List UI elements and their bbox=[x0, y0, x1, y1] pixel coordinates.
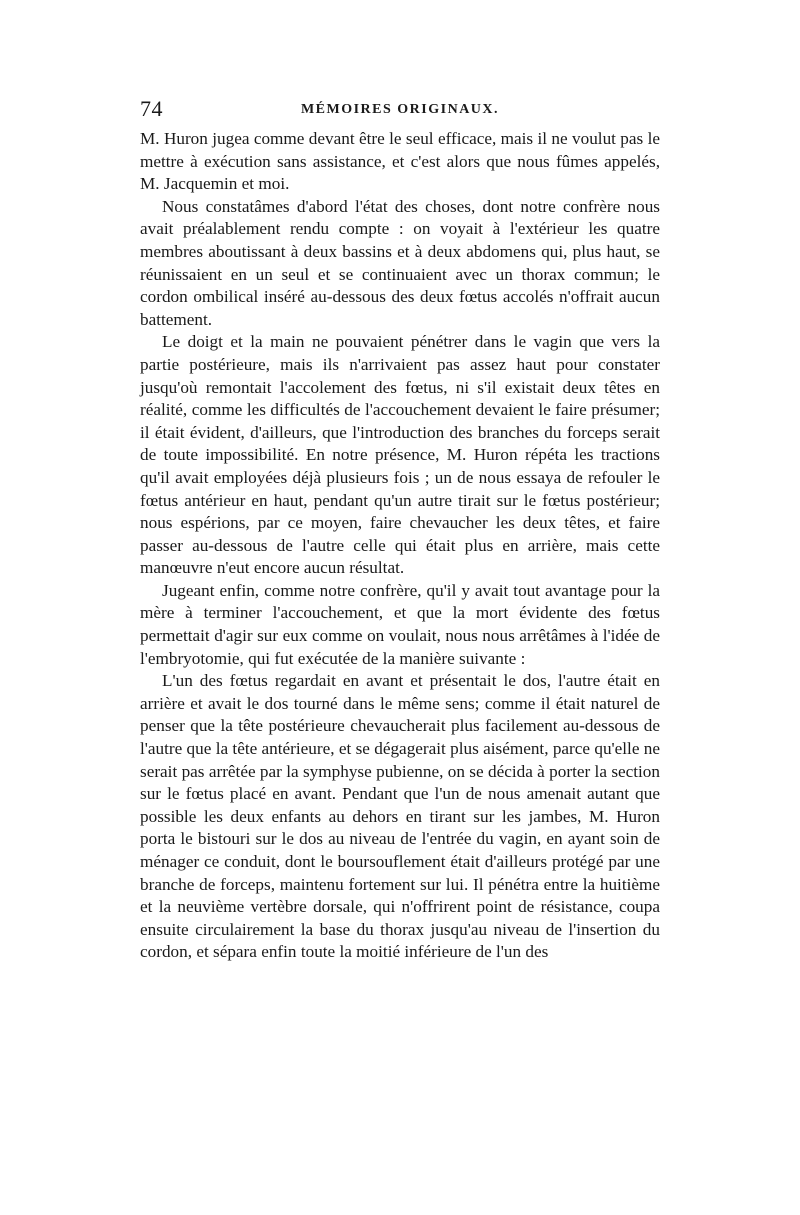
body-text bbox=[140, 128, 660, 964]
page-header bbox=[140, 96, 660, 122]
paragraph: M. Huron jugea comme devant être le seul efficace, mais il ne voulut pas le mettre à exécution sans assistance, et c'est alors que nous fûmes appelés, M. Jacquemin et moi. bbox=[140, 129, 660, 194]
paragraph: L'un des fœtus regardait en avant et présentait le dos, l'autre était en arrière et avait le dos tourné dans le même sens; comme il était naturel de penser que la tête postérieure chevaucherait plus facilement au-dessous de l'autre que la tête antérieure, et se dégagerait plus aisément, parce qu'elle ne serait pas arrêtée par la symphyse pubienne, on se décida à porter la section sur le fœtus placé en avant. Pendant que l'un de nous amenait autant que possible les deux enfants au dehors en tirant sur les jambes, M. Huron porta le bistouri sur le dos au niveau de l'entrée du vagin, en ayant soin de ménager ce conduit, dont le boursouflement était d'ailleurs protégé par une branche de forceps, maintenu fortement sur lui. Il pénétra entre la huitième et la neuvième vertèbre dorsale, qui n'offrirent point de résistance, coupa ensuite circulairement la base du thorax jusqu'au niveau de l'insertion du cordon, et sépara enfin toute la moitié inférieure de l'un des bbox=[140, 671, 660, 962]
paragraph: Jugeant enfin, comme notre confrère, qu'il y avait tout avantage pour la mère à terminer l'accouchement, et que la mort évidente des fœtus permettait d'agir sur eux comme on voulait, nous nous arrêtâmes à l'idée de l'embryotomie, qui fut exécutée de la manière suivante : bbox=[140, 580, 660, 668]
page bbox=[140, 96, 660, 964]
paragraph: Le doigt et la main ne pouvaient pénétrer dans le vagin que vers la partie postérieure, mais ils n'arrivaient pas assez haut pour constater jusqu'où remontait l'accolement des fœtus, ni s'il existait deux têtes en réalité, comme les difficultés de l'accouchement devaient le faire présumer; il était évident, d'ailleurs, que l'introduction des branches du forceps serait de toute impossibilité. En notre présence, M. Huron répéta les tractions qu'il avait employées déjà plusieurs fois ; un de nous essaya de refouler le fœtus antérieur en haut, pendant qu'un autre tirait sur le fœtus postérieur; nous espérions, par ce moyen, faire chevaucher les deux têtes, et faire passer au-dessous de l'autre celle qui était plus en arrière, mais cette manœuvre n'eut encore aucun résultat. bbox=[140, 332, 660, 578]
page-number: 74 bbox=[140, 96, 163, 121]
paragraph: Nous constatâmes d'abord l'état des choses, dont notre confrère nous avait préalablement rendu compte : on voyait à l'extérieur les quatre membres aboutissant à deux bassins et à deux abdomens qui, plus haut, se réunissaient en un seul et se continuaient avec un thorax commun; le cordon ombilical inséré au-dessous des deux fœtus accolés n'offrait aucun battement. bbox=[140, 196, 660, 329]
running-title: MÉMOIRES ORIGINAUX. bbox=[300, 102, 500, 117]
